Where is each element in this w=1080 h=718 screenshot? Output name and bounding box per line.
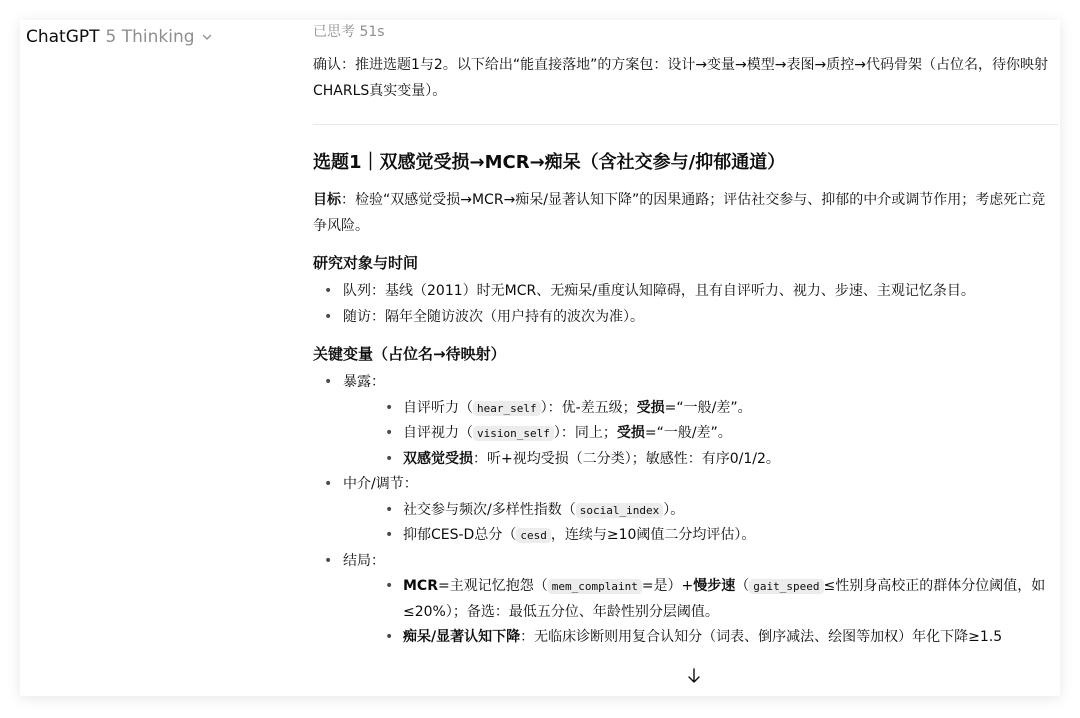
var-code: vision_self [473,426,554,441]
list-item: • 随访：隔年全随访波次（用户持有的波次为准）。 [313,305,1053,331]
item-text: 抑郁CES-D总分（ [403,527,517,543]
item-bold: 受损 [636,399,665,416]
list-item [343,421,1053,447]
item-text: ≤性别身高校正的群体分位阈值，如≤20%）；备选：最低五分位、年龄性别分层阈值。 [403,578,1046,620]
exposure-sublist [343,396,1053,473]
divider [313,124,1058,125]
list-item [343,498,1053,524]
scroll-down-button[interactable] [684,666,704,686]
mediator-label: 中介/调节： [343,476,418,492]
var-code: hear_self [473,401,541,416]
item-text: 自评听力（ [403,399,473,416]
item-text: 社交参与频次/多样性指数（ [403,501,576,518]
vars-heading: 关键变量（占位名→待映射） [313,345,506,363]
goal-label: 目标 [313,192,341,208]
item-bold: 慢步速 [693,578,736,594]
item-text: 自评视力（ [403,425,473,441]
item-text: ：听+视均受损（二分类）；敏感性：有序0/1/2。 [473,450,780,467]
item-text: =“一般/差”。 [664,399,752,416]
list-item [343,574,1053,625]
item-text: =主观记忆抱怨（ [438,578,548,594]
model-variant: 5 Thinking [105,27,195,47]
list-item: • 队列：基线（2011）时无MCR、无痴呆/重度认知障碍，且有自评听力、视力、步速、主观记忆条目。 [313,279,1053,305]
mediator-item [313,472,1053,549]
subjects-list [313,279,1053,330]
outcome-sublist [343,574,1053,651]
item-text: ：无临床诊断则用复合认知分（词表、倒序减法、绘图等加权）年化下降≥1.5 [520,629,1003,645]
list-item [343,447,1053,473]
outcome-item [313,549,1053,651]
list-item [343,523,1053,549]
arrow-down-icon [687,668,701,684]
list-item [343,396,1053,422]
item-text: ，连续与≥10阈值二分均评估）。 [550,527,756,543]
item-bold: 双感觉受损 [403,450,473,467]
item-text: =是）+ [641,578,694,594]
outcome-label: 结局： [343,552,385,569]
chevron-down-icon [201,31,213,43]
vars-list [313,370,1053,651]
mediator-sublist [343,498,1053,549]
item-text: ）：优-差五级； [540,399,637,416]
item-bold: MCR [403,578,438,594]
var-code: mem_complaint [548,579,642,594]
item-bold: 受损 [616,425,645,441]
intro-paragraph: 确认：推进选题1与2。以下给出“能直接落地”的方案包：设计→变量→模型→表图→质控→代码骨架（占位名，待你映射CHARLS真实变量）。 [313,57,1048,99]
item-text: ）：同上； [553,425,617,441]
topic-title: 选题1｜双感觉受损→MCR→痴呆（含社交参与/抑郁通道） [313,152,786,173]
model-switcher[interactable] [26,26,213,48]
goal-paragraph [313,187,1053,239]
exposure-item [313,370,1053,472]
subjects-heading: 研究对象与时间 [313,254,419,272]
exposure-label: 暴露： [343,374,385,390]
thought-duration-toggle[interactable]: 已思考 51s [313,24,385,40]
assistant-message [313,20,1053,651]
item-text: ）。 [663,501,685,518]
model-name: ChatGPT [26,27,100,47]
var-code: gait_speed [749,579,823,594]
var-code: cesd [516,528,551,543]
item-bold: 痴呆/显著认知下降 [403,629,521,645]
list-item [343,625,1053,651]
chat-window [20,20,1060,696]
var-code: social_index [576,503,663,518]
item-text: =“一般/差”。 [644,425,732,441]
item-text: （ [735,578,750,594]
goal-text: ：检验“双感觉受损→MCR→痴呆/显著认知下降”的因果通路；评估社交参与、抑郁的中介或调节作用；考虑死亡竞争风险。 [313,192,1046,234]
